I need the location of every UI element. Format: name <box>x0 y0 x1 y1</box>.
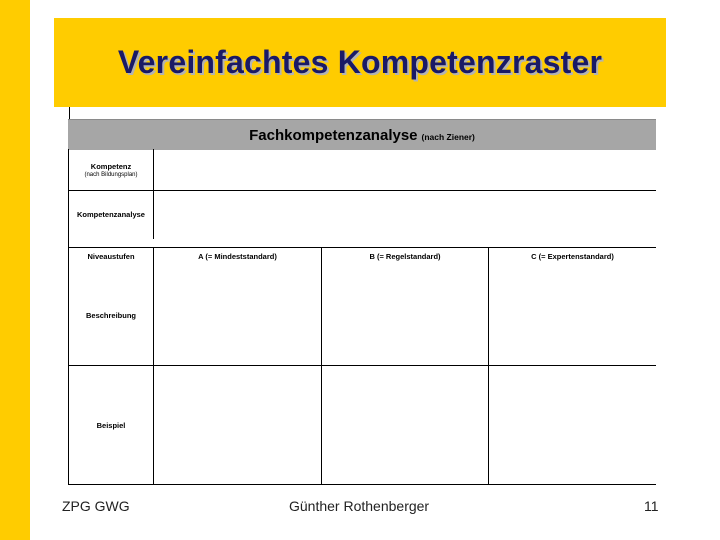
column-divider <box>153 247 154 484</box>
grid-header-title: Fachkompetenzanalyse <box>249 126 418 144</box>
kompetenz-sublabel: (nach Bildungsplan) <box>84 172 138 178</box>
niveaustufen-label: Niveaustufen <box>87 252 135 261</box>
beschreibung-label: Beschreibung <box>85 311 136 320</box>
row-divider <box>68 247 656 248</box>
level-b-header: B (= Regelstandard) <box>369 252 441 261</box>
tick-mark <box>69 107 70 119</box>
title-band <box>54 18 666 107</box>
kompetenzanalyse-label: Kompetenzanalyse <box>77 210 145 219</box>
column-divider <box>321 247 322 484</box>
left-accent-bar <box>0 0 30 540</box>
level-c-header: C (= Expertenstandard) <box>531 252 614 261</box>
footer-page-number: 11 <box>644 498 659 514</box>
row-divider <box>68 190 656 191</box>
beispiel-label: Beispiel <box>96 421 126 430</box>
slide-title: Vereinfachtes Kompetenzraster <box>117 44 603 80</box>
column-divider <box>488 247 489 484</box>
level-a-header: A (= Mindeststandard) <box>198 252 277 261</box>
grid-header-subtitle: (nach Ziener) <box>421 132 475 142</box>
kompetenz-label: Kompetenz <box>90 162 132 171</box>
row-divider <box>68 365 656 366</box>
kompetenz-label-cell <box>70 162 152 180</box>
footer-author: Günther Rothenberger <box>289 498 430 514</box>
competence-grid <box>68 119 656 485</box>
column-divider <box>68 149 69 485</box>
column-divider <box>153 149 154 239</box>
footer-left: ZPG GWG <box>62 498 130 514</box>
row-divider <box>68 484 656 485</box>
grid-header <box>68 119 656 150</box>
